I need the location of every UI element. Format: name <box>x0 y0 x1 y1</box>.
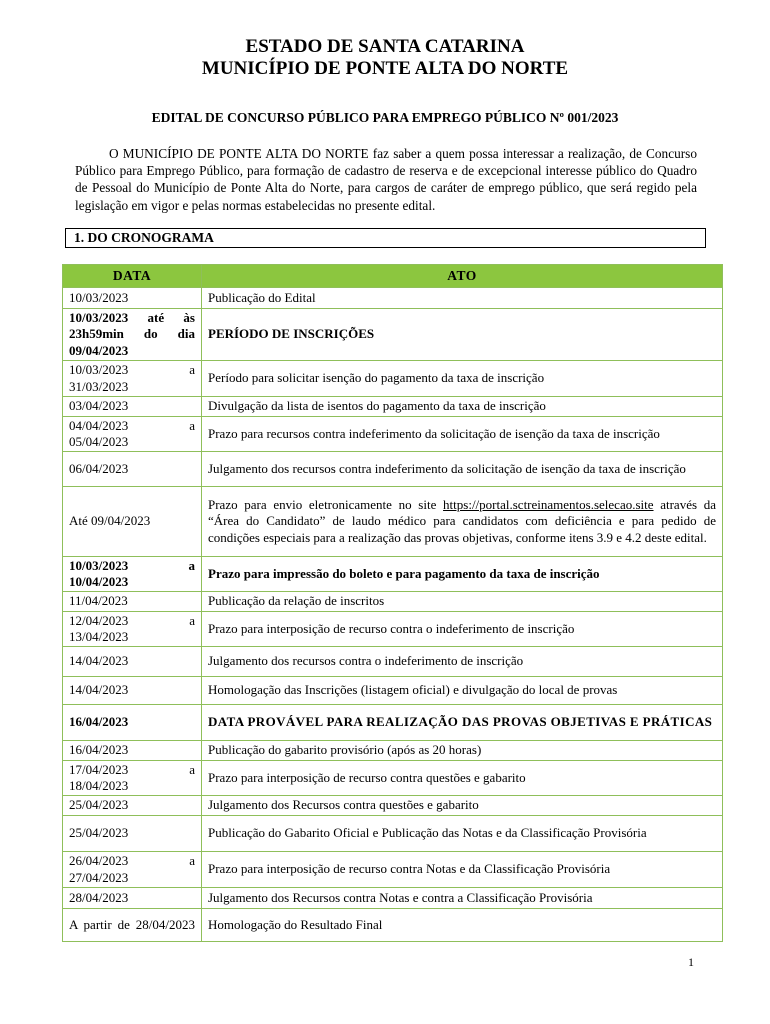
edital-title: EDITAL DE CONCURSO PÚBLICO PARA EMPREGO PÚBLICO Nº 001/2023 <box>151 110 619 125</box>
table-row <box>63 677 723 705</box>
cronograma-table <box>62 264 723 942</box>
header-ato: ATO <box>202 265 723 288</box>
page-number: 1 <box>688 955 694 969</box>
row-date: 14/04/2023 <box>63 677 202 705</box>
table-row <box>63 816 723 852</box>
row-act: Publicação da relação de inscritos <box>202 592 723 612</box>
table-row <box>63 309 723 361</box>
row-date: A partir de 28/04/2023 <box>63 909 202 942</box>
row-date: 06/04/2023 <box>63 452 202 487</box>
row-date: 16/04/2023 <box>63 741 202 761</box>
table-row <box>63 452 723 487</box>
row-date: 10/03/2023 até às 23h59min do dia 09/04/2023 <box>63 309 202 361</box>
table-row <box>63 705 723 741</box>
table-row <box>63 741 723 761</box>
header-data: DATA <box>63 265 202 288</box>
row-act: Prazo para interposição de recurso contra Notas e da Classificação Provisória <box>202 852 723 888</box>
row-act: Julgamento dos Recursos contra Notas e contra a Classificação Provisória <box>202 888 723 909</box>
table-row <box>63 487 723 557</box>
row-act <box>202 487 723 557</box>
table-row <box>63 592 723 612</box>
intro-paragraph: O MUNICÍPIO DE PONTE ALTA DO NORTE faz saber a quem possa interessar a realização, de Concurso Público para Emprego Público, para formação de cadastro de reserva e de excepcional interesse público do Quadro de Pessoal do Município de Ponte Alta do Norte, para cargos de caráter de emprego público, que será regido pela legislação em vigor e pelas normas estabelecidas no presente edital. <box>75 146 697 213</box>
table-row <box>63 612 723 647</box>
row-act: Prazo para interposição de recurso contra questões e gabarito <box>202 761 723 796</box>
table-row <box>63 417 723 452</box>
row-act: DATA PROVÁVEL PARA REALIZAÇÃO DAS PROVAS OBJETIVAS E PRÁTICAS <box>202 705 723 741</box>
table-header-row <box>63 265 723 288</box>
table-row <box>63 647 723 677</box>
row-date: 12/04/2023 a 13/04/2023 <box>63 612 202 647</box>
table-row <box>63 557 723 592</box>
row-act: Prazo para recursos contra indeferimento da solicitação de isenção da taxa de inscrição <box>202 417 723 452</box>
row-date: 25/04/2023 <box>63 796 202 816</box>
header-state: ESTADO DE SANTA CATARINA <box>245 36 525 57</box>
row-date: 04/04/2023 a 05/04/2023 <box>63 417 202 452</box>
row-date: Até 09/04/2023 <box>63 487 202 557</box>
table-row <box>63 909 723 942</box>
row-act: Homologação do Resultado Final <box>202 909 723 942</box>
row-act: Julgamento dos recursos contra indeferimento da solicitação de isenção da taxa de inscrição <box>202 452 723 487</box>
row-date: 14/04/2023 <box>63 647 202 677</box>
act-text-pre: Prazo para envio eletronicamente no site <box>208 496 444 512</box>
row-act: PERÍODO DE INSCRIÇÕES <box>202 309 723 361</box>
row-date: 11/04/2023 <box>63 592 202 612</box>
table-row <box>63 397 723 417</box>
row-act: Julgamento dos Recursos contra questões e gabarito <box>202 796 723 816</box>
row-act: Publicação do gabarito provisório (após as 20 horas) <box>202 741 723 761</box>
row-date: 17/04/2023 a 18/04/2023 <box>63 761 202 796</box>
act-text-post: através da “Área do Candidato” de laudo médico para candidatos com deficiência e para pedido de condições especiais para a realização das provas objetivas, conforme itens 3.9 e 4.2 deste edital. <box>208 496 716 545</box>
table-row <box>63 288 723 309</box>
portal-link[interactable]: https://portal.sctreinamentos.selecao.site <box>443 496 654 512</box>
table-row <box>63 888 723 909</box>
row-act: Divulgação da lista de isentos do pagamento da taxa de inscrição <box>202 397 723 417</box>
table-row <box>63 761 723 796</box>
row-act: Homologação das Inscrições (listagem oficial) e divulgação do local de provas <box>202 677 723 705</box>
row-act: Julgamento dos recursos contra o indeferimento de inscrição <box>202 647 723 677</box>
row-date: 10/03/2023 a 10/04/2023 <box>63 557 202 592</box>
header-municipality: MUNICÍPIO DE PONTE ALTA DO NORTE <box>201 58 569 79</box>
row-date: 26/04/2023 a 27/04/2023 <box>63 852 202 888</box>
row-act: Publicação do Edital <box>202 288 723 309</box>
row-date: 10/03/2023 a 31/03/2023 <box>63 361 202 397</box>
row-date: 25/04/2023 <box>63 816 202 852</box>
row-date: 03/04/2023 <box>63 397 202 417</box>
row-act: Prazo para impressão do boleto e para pagamento da taxa de inscrição <box>202 557 723 592</box>
section-title: 1. DO CRONOGRAMA <box>65 228 706 248</box>
row-act: Publicação do Gabarito Oficial e Publicação das Notas e da Classificação Provisória <box>202 816 723 852</box>
row-date: 16/04/2023 <box>63 705 202 741</box>
row-act: Período para solicitar isenção do pagamento da taxa de inscrição <box>202 361 723 397</box>
row-act: Prazo para interposição de recurso contra o indeferimento de inscrição <box>202 612 723 647</box>
row-date: 28/04/2023 <box>63 888 202 909</box>
table-row <box>63 796 723 816</box>
table-row <box>63 852 723 888</box>
table-row <box>63 361 723 397</box>
row-date: 10/03/2023 <box>63 288 202 309</box>
